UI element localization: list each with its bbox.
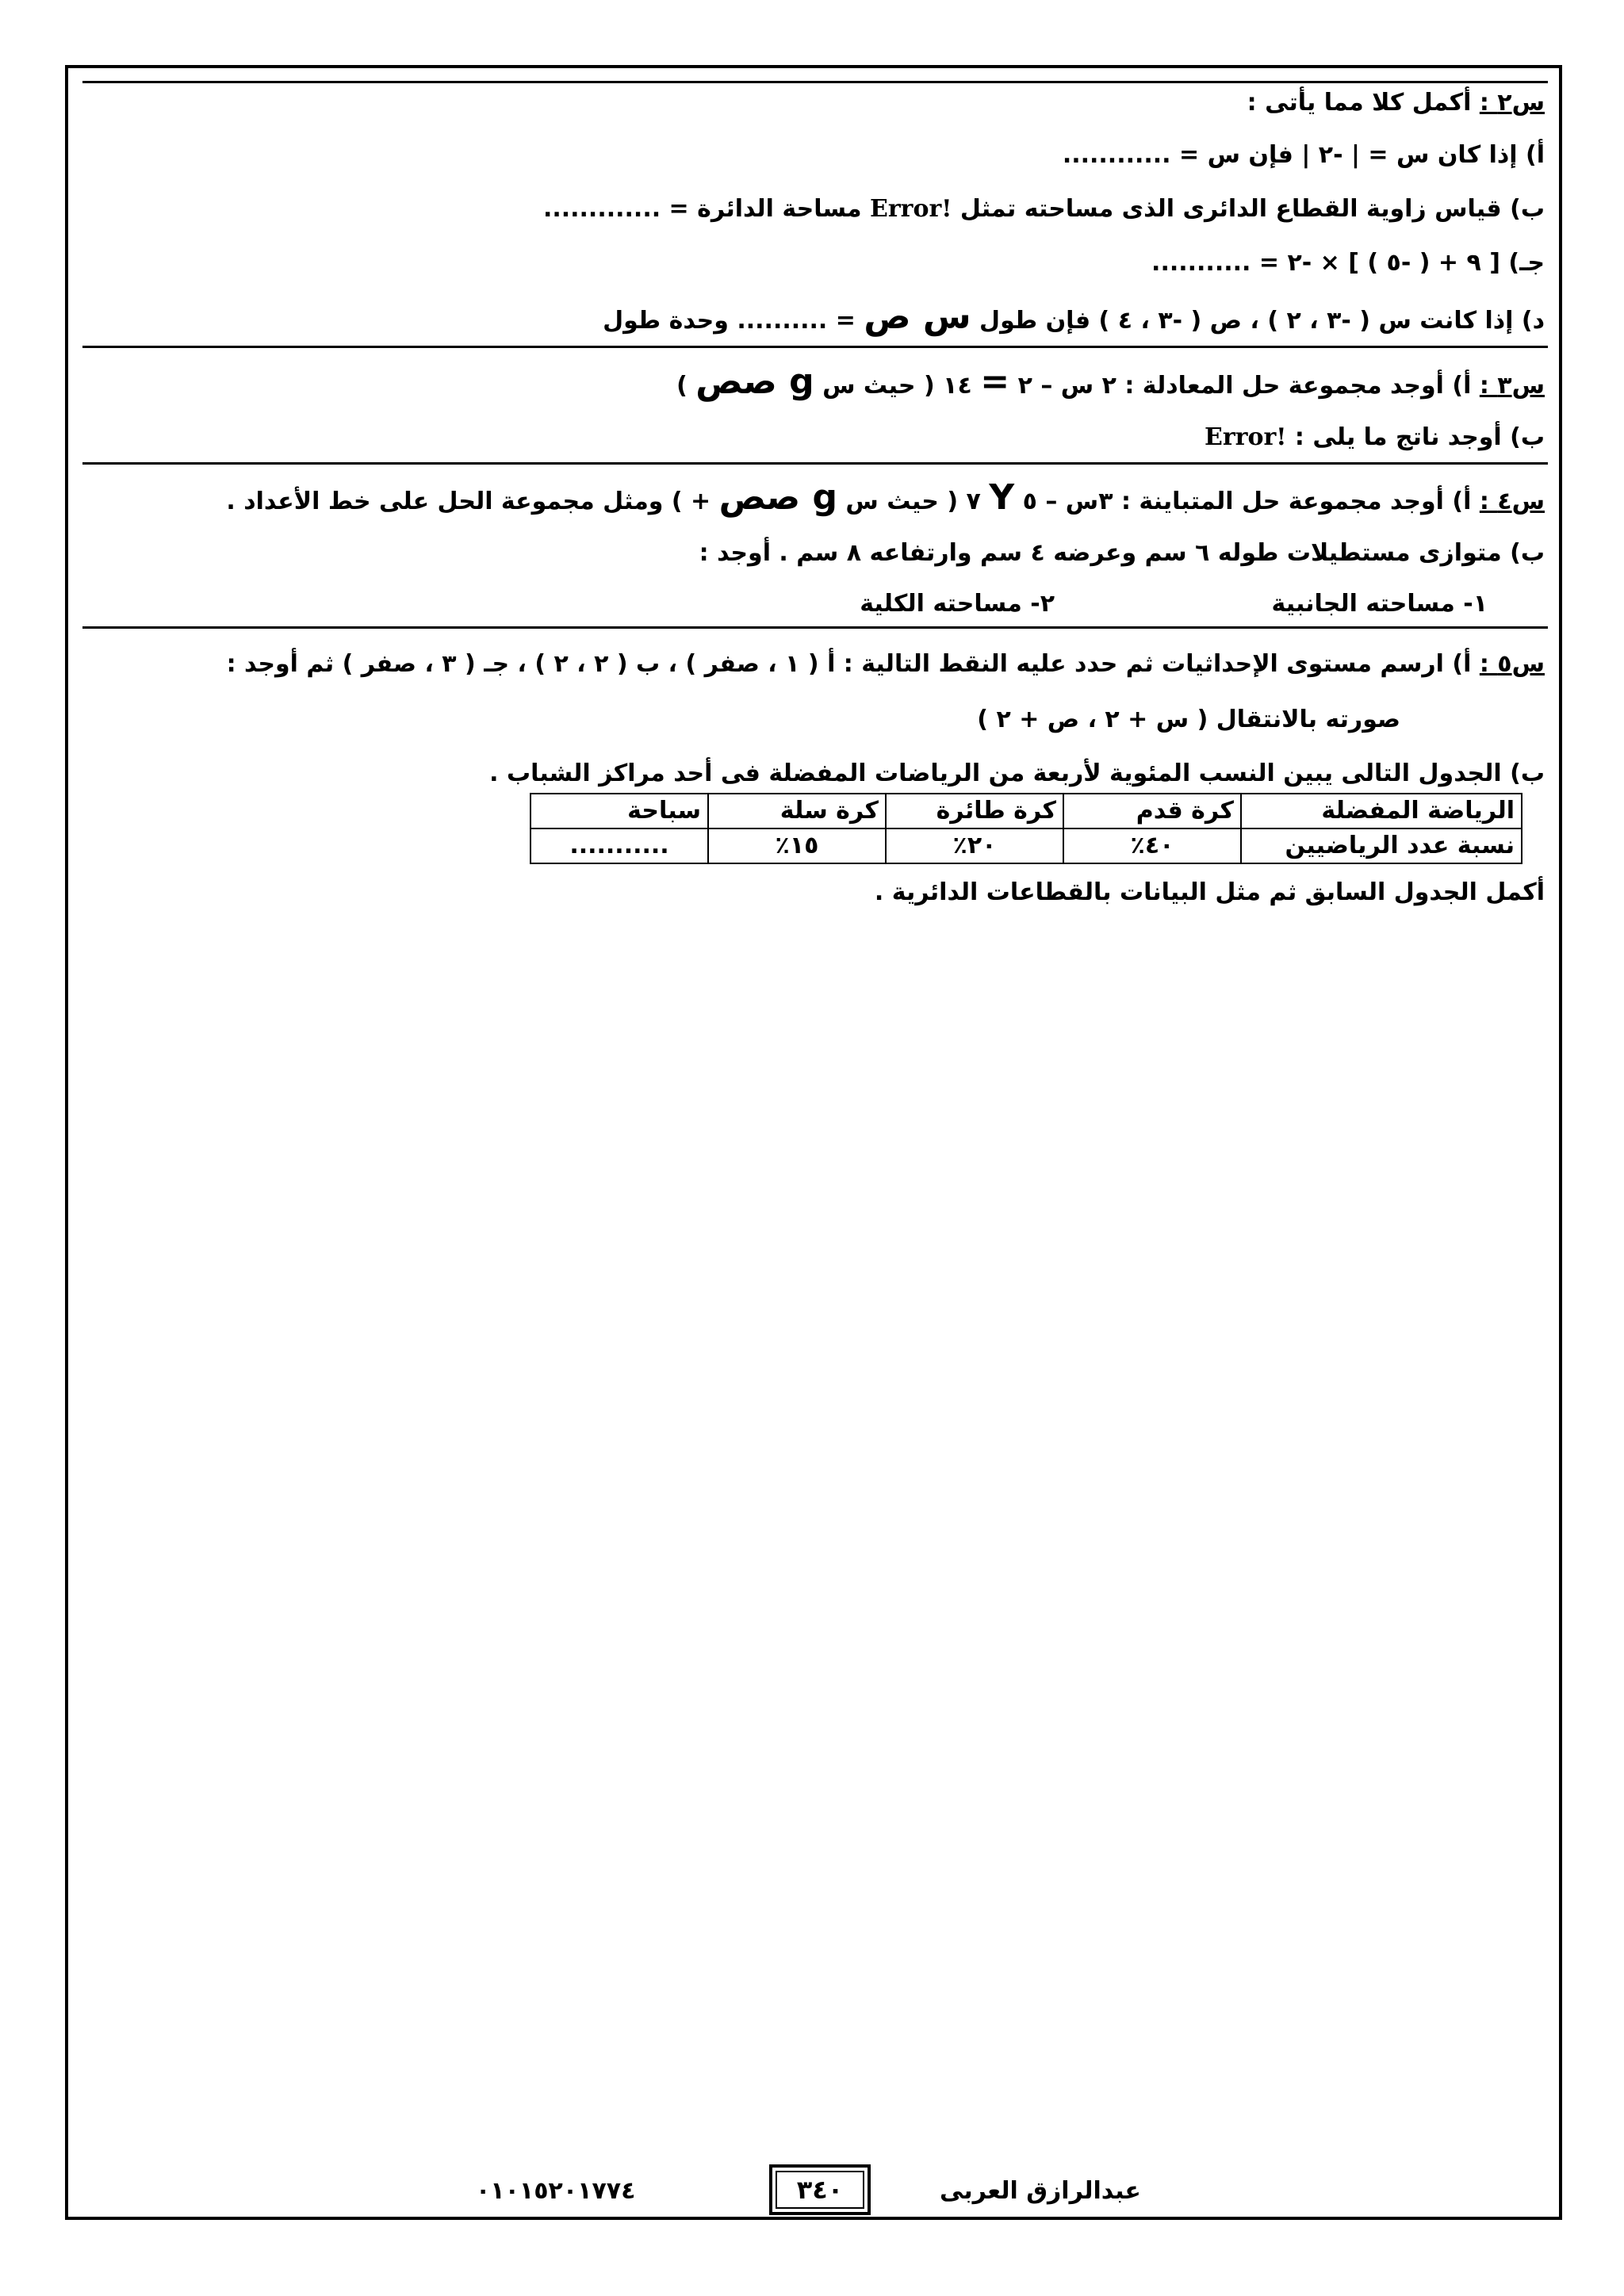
q2-part-c: جـ) [ ٩ + ( -٥ ) ] × -٢ = ...........	[1151, 249, 1545, 277]
q4-a-text: أ) أوجد مجموعة حل المتباينة : ٣س – ٥	[1014, 488, 1480, 515]
divider-q3	[82, 346, 1548, 348]
q2-part-d	[603, 297, 1545, 337]
q2-part-b	[543, 193, 1545, 225]
divider-q4	[82, 462, 1548, 465]
page-number: ٣٤٠	[776, 2171, 864, 2209]
q5-a-translation: صورته بالانتقال ( س + ٢ ، ص + ٢ )	[977, 706, 1400, 733]
table-cell: ١٥٪	[708, 828, 886, 863]
q5-part-c: أكمل الجدول السابق ثم مثل البيانات بالقطاعات الدائرية .	[874, 878, 1545, 906]
divider-q5	[82, 626, 1548, 629]
q4-part-b: ب) متوازى مستطيلات طوله ٦ سم وعرضه ٤ سم وارتفاعه ٨ سم . أوجد :	[699, 539, 1545, 567]
q4-b-item-2: ٢- مساحته الكلية	[860, 590, 1055, 618]
table-row	[530, 828, 1522, 863]
table-cell: نسبة عدد الرياضيين	[1241, 828, 1522, 863]
footer-phone: ٠١٠١٥٢٠١٧٧٤	[476, 2177, 636, 2205]
table-header-cell: كرة قدم	[1063, 794, 1241, 828]
q2-b-text-end: مساحة الدائرة = .............	[542, 195, 870, 223]
table-header-cell: الرياضة المفضلة	[1241, 794, 1522, 828]
q3-a-mid: ١٤ ( حيث س	[814, 372, 981, 400]
q2-title	[1247, 87, 1545, 119]
q2-label: س٢ :	[1479, 89, 1545, 117]
q3-b-text: ب) أوجد ناتج ما يلى :	[1286, 423, 1545, 451]
page-number-box	[769, 2164, 871, 2215]
q4-a-symbol: Y	[989, 477, 1015, 518]
q3-part-a	[676, 362, 1545, 402]
table-header-cell: سباحة	[530, 794, 708, 828]
table-cell: ٢٠٪	[886, 828, 1063, 863]
q2-intro: أكمل كلا مما يأتى :	[1247, 89, 1480, 117]
table-cell: ٤٠٪	[1063, 828, 1241, 863]
divider-top	[82, 81, 1548, 83]
q5-a-text: أ) ارسم مستوى الإحداثيات ثم حدد عليه النقط التالية : أ ( ١ ، صفر ) ، ب ( ٢ ، ٢ ) ، جـ ( ٣ ، صفر ) ثم أوجد :	[226, 650, 1480, 678]
q5-part-a	[227, 649, 1545, 680]
q3-a-equals: =	[980, 362, 1010, 402]
q2-part-a: أ) إذا كان س = | -٢ | فإن س = ............	[1062, 141, 1545, 169]
q3-label: س٣ :	[1479, 372, 1545, 400]
table-header-row	[530, 794, 1522, 828]
q2-d-text-end: = .......... وحدة طول	[603, 307, 864, 335]
q4-label: س٤ :	[1479, 488, 1545, 515]
q4-a-mid: ٧ ( حيث س	[837, 488, 990, 515]
q2-d-text: د) إذا كانت س ( -٣ ، ٢ ) ، ص ( -٣ ، ٤ ) فإن طول	[971, 307, 1545, 335]
q3-a-symbol: g صص	[695, 362, 814, 402]
sports-table	[530, 793, 1522, 864]
table-header-cell: كرة سلة	[708, 794, 886, 828]
q4-part-a	[226, 477, 1545, 518]
q2-d-segment: س ص	[864, 297, 971, 337]
q4-a-set-symbol: g صص	[718, 477, 837, 518]
q3-part-b	[1205, 422, 1545, 453]
q5-part-b: ب) الجدول التالى يبين النسب المئوية لأربعة من الرياضات المفضلة فى أحد مراكز الشباب .	[489, 760, 1545, 787]
q3-a-text: أ) أوجد مجموعة حل المعادلة : ٢ س – ٢	[1009, 372, 1480, 400]
footer-author: عبدالرازق العربى	[940, 2177, 1141, 2205]
q4-a-end: + ) ومثل مجموعة الحل على خط الأعداد .	[226, 488, 719, 515]
q2-b-text: ب) قياس زاوية القطاع الدائرى الذى مساحته تمثل	[952, 195, 1545, 223]
table-cell: ...........	[530, 828, 708, 863]
table-header-cell: كرة طائرة	[886, 794, 1063, 828]
q2-b-error: Error!	[870, 195, 952, 223]
q5-label: س٥ :	[1479, 650, 1545, 678]
q4-b-item-1: ١- مساحته الجانبية	[1271, 590, 1488, 618]
q3-a-end: )	[676, 372, 696, 400]
q3-b-error: Error!	[1205, 423, 1287, 451]
